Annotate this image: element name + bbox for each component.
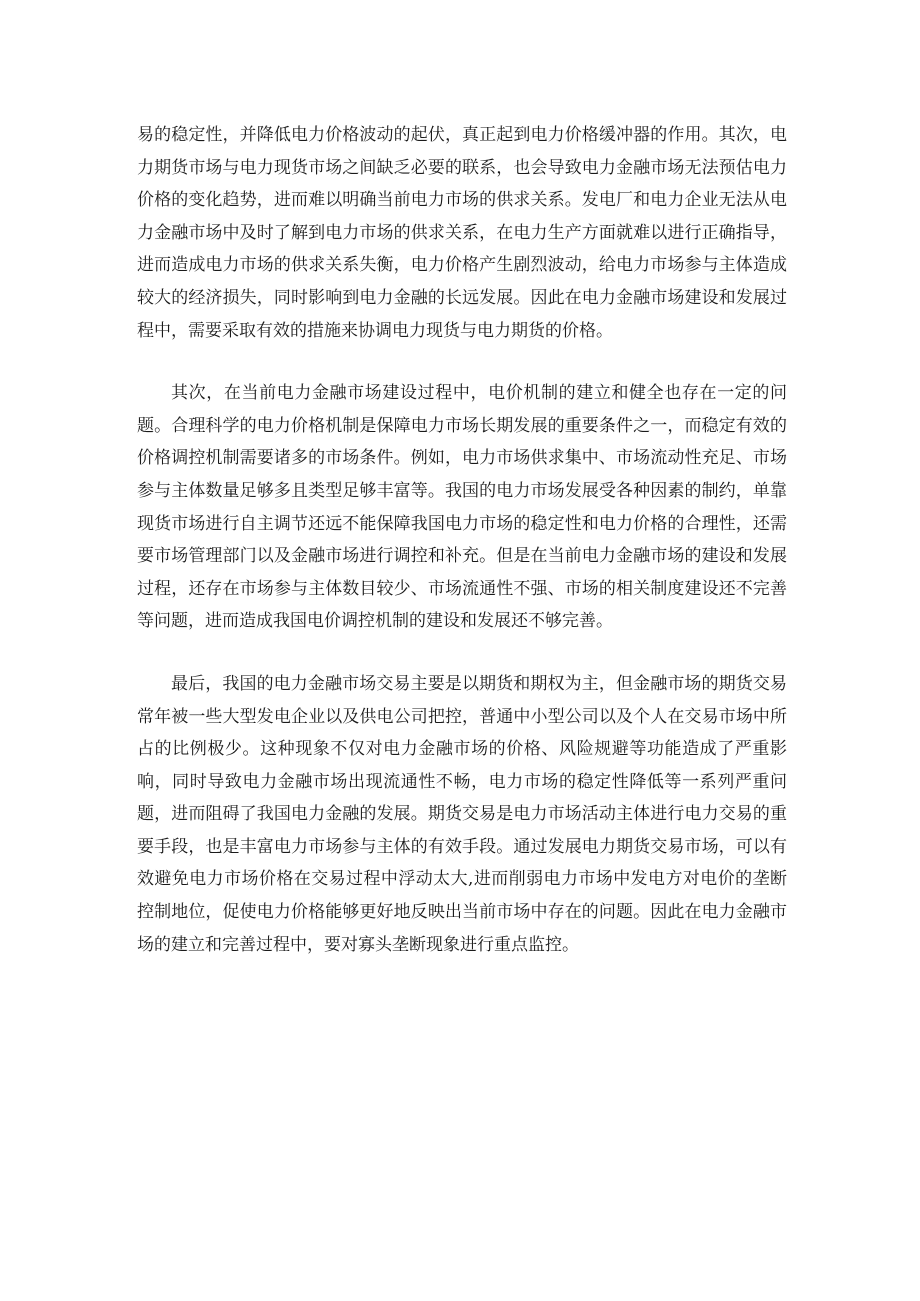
paragraph-futures-trading: 最后，我国的电力金融市场交易主要是以期货和期权为主，但金融市场的期货交易常年被一些大型发电企业以及供电公司把控，普通中小型公司以及个人在交易市场中所占的比例极少。这种现象不仅对电力金融市场的价格、风险规避等功能造成了严重影响，同时导致电力金融市场出现流通性不畅，电力市场的稳定性降低等一系列严重问题，进而阻碍了我国电力金融的发展。期货交易是电力市场活动主体进行电力交易的重要手段，也是丰富电力市场参与主体的有效手段。通过发展电力期货交易市场，可以有效避免电力市场价格在交易过程中浮动太大,进而削弱电力市场中发电方对电价的垄断控制地位，促使电力价格能够更好地反映出当前市场中存在的问题。因此在电力金融市场的建立和完善过程中，要对寡头垄断现象进行重点监控。 (137, 673, 787, 955)
paragraph-continued: 易的稳定性，并降低电力价格波动的起伏，真正起到电力价格缓冲器的作用。其次，电力期货市场与电力现货市场之间缺乏必要的联系，也会导致电力金融市场无法预估电力价格的变化趋势，进而难以明确当前电力市场的供求关系。发电厂和电力企业无法从电力金融市场中及时了解到电力市场的供求关系，在电力生产方面就难以进行正确指导，进而造成电力市场的供求关系失衡，电力价格产生剧烈波动，给电力市场参与主体造成较大的经济损失，同时影响到电力金融的长远发展。因此在电力金融市场建设和发展过程中，需要采取有效的措施来协调电力现货与电力期货的价格。 (137, 125, 787, 341)
paragraph-electricity-price-mechanism: 其次，在当前电力金融市场建设过程中，电价机制的建立和健全也存在一定的问题。合理科学的电力价格机制是保障电力市场长期发展的重要条件之一，而稳定有效的价格调控机制需要诸多的市场条件。例如，电力市场供求集中、市场流动性充足、市场参与主体数量足够多且类型足够丰富等。我国的电力市场发展受各种因素的制约，单靠现货市场进行自主调节还远不能保障我国电力市场的稳定性和电力价格的合理性，还需要市场管理部门以及金融市场进行调控和补充。但是在当前电力金融市场的建设和发展过程，还存在市场参与主体数目较少、市场流通性不强、市场的相关制度建设还不完善等问题，进而造成我国电价调控机制的建设和发展还不够完善。 (137, 383, 787, 632)
document-body (137, 119, 787, 961)
